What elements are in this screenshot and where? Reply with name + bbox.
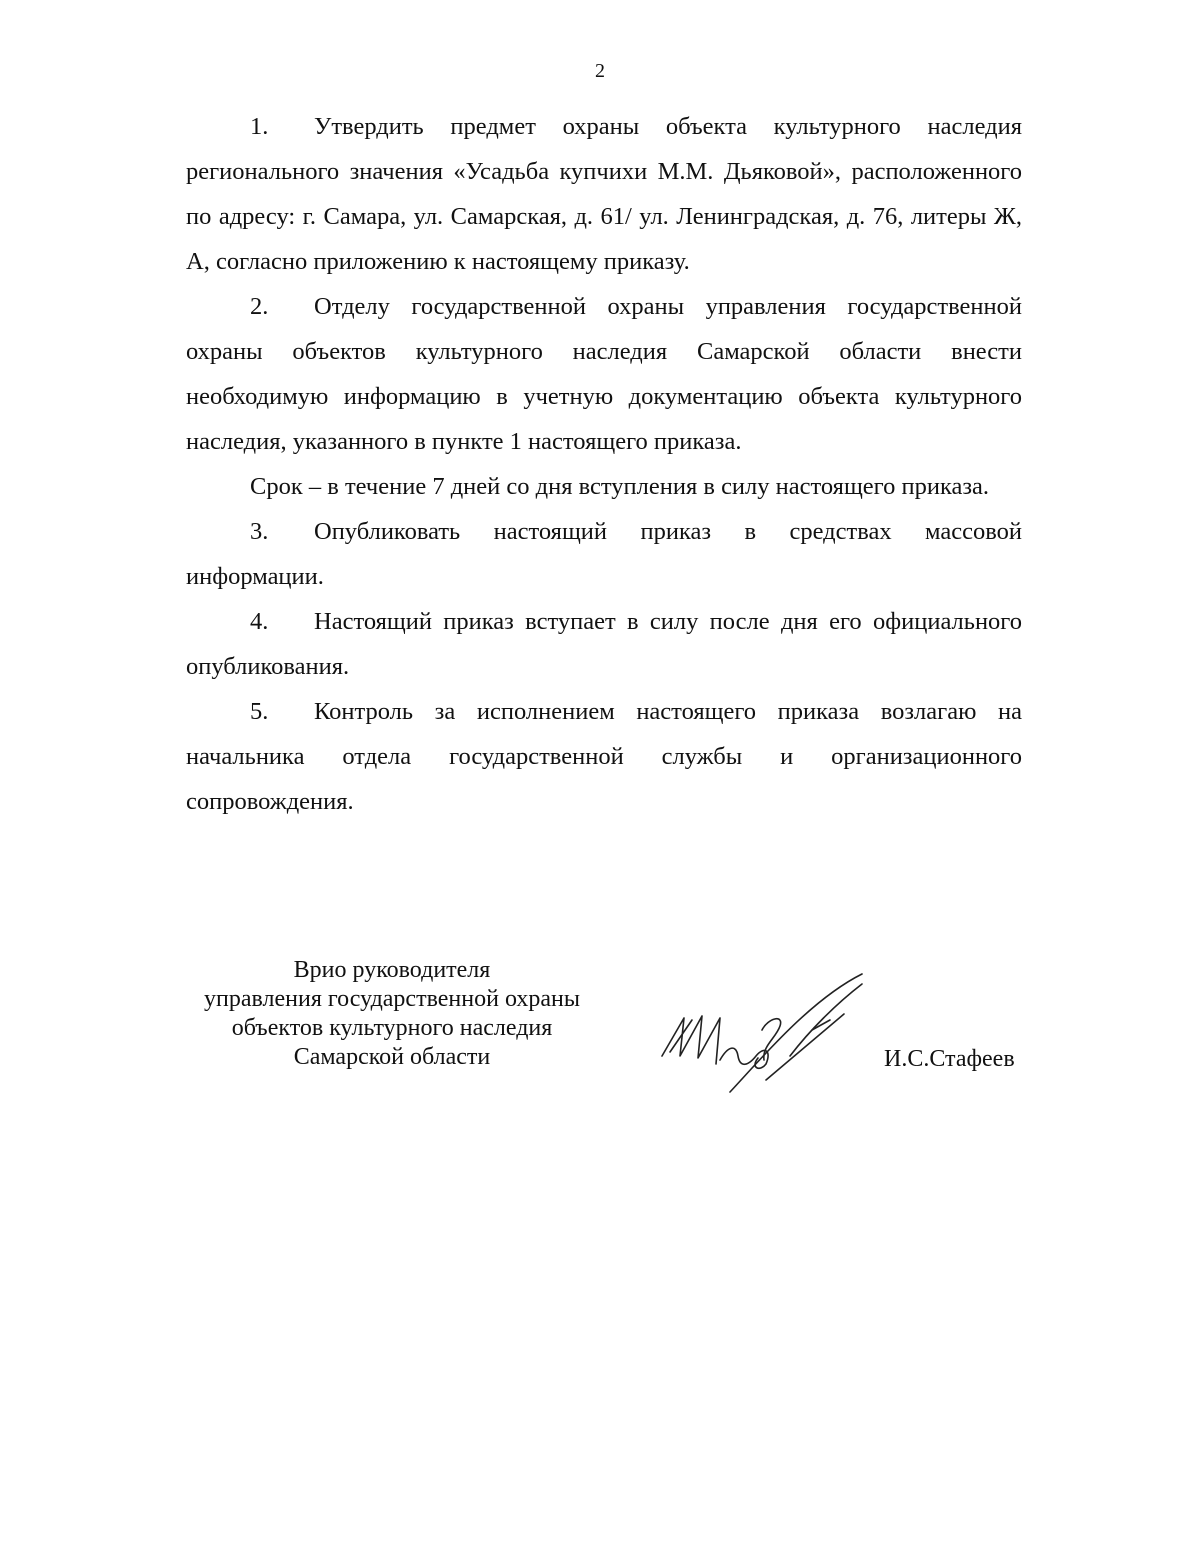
paragraph-number: 2. bbox=[250, 293, 269, 320]
paragraph-text: Опубликовать настоящий приказ в средствах массовой информации. bbox=[186, 518, 1022, 590]
paragraph-5 bbox=[186, 689, 1022, 824]
paragraph-text: Утвердить предмет охраны объекта культурного наследия регионального значения «Усадьба купчихи М.М. Дьяковой», расположенного по адресу: г. Самара, ул. Самарская, д. 61/ ул. Ленинградская, д. 76, литеры Ж, А, согласно приложению к настоящему приказу. bbox=[186, 113, 1022, 275]
signer-name: И.С.Стафеев bbox=[884, 1046, 1015, 1072]
order-body bbox=[186, 104, 1022, 824]
paragraph-number: 1. bbox=[250, 113, 269, 140]
paragraph-3 bbox=[186, 509, 1022, 599]
paragraph-number: 4. bbox=[250, 608, 269, 635]
paragraph-number: 5. bbox=[250, 698, 269, 725]
paragraph-text: Настоящий приказ вступает в силу после дня его официального опубликования. bbox=[186, 608, 1022, 680]
page-number: 2 bbox=[595, 60, 605, 82]
paragraph-1 bbox=[186, 104, 1022, 284]
position-line: объектов культурного наследия bbox=[231, 1015, 553, 1041]
signer-position bbox=[186, 956, 598, 1072]
paragraph-text: Отделу государственной охраны управления государственной охраны объектов культурного наследия Самарской области внести необходимую информацию в учетную документацию объекта культурного наследия, указанного в пункте 1 настоящего приказа. bbox=[186, 293, 1022, 455]
position-line: Врио руководителя bbox=[293, 957, 491, 983]
position-line: Самарской области bbox=[293, 1044, 491, 1070]
deadline-paragraph: Срок – в течение 7 дней со дня вступления в силу настоящего приказа. bbox=[250, 473, 990, 500]
paragraph-text: Контроль за исполнением настоящего приказа возлагаю на начальника отдела государственной службы и организационного сопровождения. bbox=[186, 698, 1022, 815]
handwritten-signature-icon bbox=[640, 960, 880, 1100]
paragraph-4 bbox=[186, 599, 1022, 689]
paragraph-2 bbox=[186, 284, 1022, 464]
position-line: управления государственной охраны bbox=[204, 986, 580, 1012]
paragraph-number: 3. bbox=[250, 518, 269, 545]
